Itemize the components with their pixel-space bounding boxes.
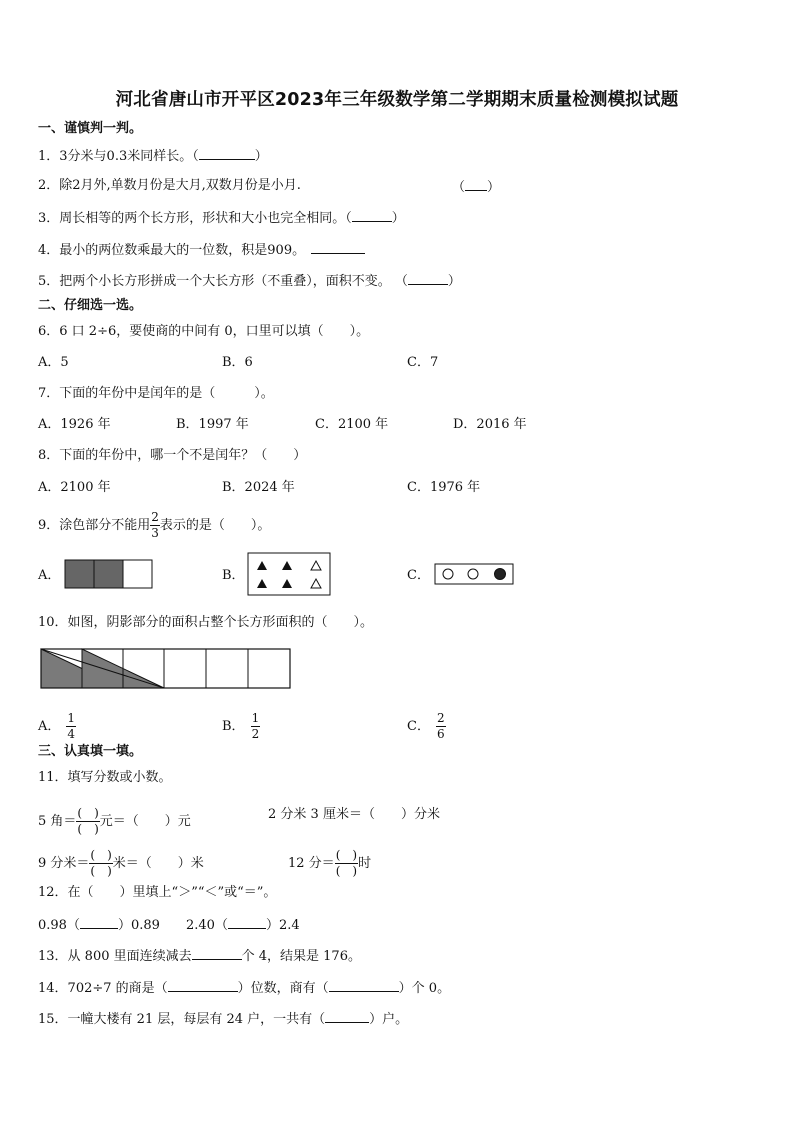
q8-option-c[interactable]: C．1976 年 — [407, 480, 481, 495]
item-text: 12 分＝ — [288, 856, 335, 871]
shaded-cell — [94, 560, 123, 588]
option-label: B． — [222, 719, 245, 734]
question-2 — [38, 177, 301, 195]
figure-frame — [248, 553, 330, 595]
item-text: 5 角＝ — [38, 814, 77, 829]
option-label: C． — [407, 719, 430, 734]
fraction-blank[interactable]: $\frac{( )}{( )}$ — [77, 806, 99, 836]
question-14-text: ）位数，商有（ — [237, 981, 329, 996]
question-9-text-before: 9．涂色部分不能用 — [38, 518, 151, 533]
q8-option-b[interactable]: B．2024 年 — [222, 480, 295, 495]
q11-item-a — [38, 806, 191, 837]
section-heading-3: 三、认真填一填。 — [38, 744, 143, 759]
question-3-close: ） — [391, 211, 405, 226]
question-15-text: ）户。 — [369, 1012, 409, 1027]
question-9-text-after: 表示的是（ ）。 — [159, 518, 271, 533]
q7-option-c[interactable]: C．2100 年 — [315, 417, 389, 432]
q9-figure-b — [247, 552, 331, 596]
item-text: 元＝（ ）元 — [99, 814, 191, 829]
item-text: 2.40（ — [186, 918, 228, 933]
question-2-text: 2．除2月外,单数月份是大月,双数月份是小月. — [38, 178, 301, 193]
fraction-blank[interactable]: $\frac{( )}{( )}$ — [335, 848, 358, 878]
q6-option-c[interactable]: C．7 — [407, 355, 439, 370]
item-text: 9 分米＝ — [38, 856, 90, 871]
q9-option-b[interactable]: B． — [222, 568, 245, 583]
answer-blank[interactable] — [80, 915, 118, 929]
q12-item-b — [186, 915, 300, 935]
question-2-open: （ — [452, 180, 466, 195]
option-fraction: $\frac{2}{6}$ — [436, 711, 445, 741]
item-text: ）0.89 — [117, 918, 160, 933]
q9-figure-a — [64, 559, 154, 589]
question-15-text: 15．一幢大楼有 21 层，每层有 24 户，一共有（ — [38, 1012, 326, 1027]
question-5 — [38, 271, 461, 291]
q10-figure — [40, 648, 292, 690]
answer-blank[interactable] — [329, 978, 399, 992]
item-text: ）2.4 — [265, 918, 300, 933]
answer-blank[interactable] — [311, 240, 365, 254]
answer-blank[interactable] — [228, 915, 266, 929]
question-3 — [38, 208, 405, 228]
q11-item-d — [288, 848, 371, 879]
question-11: 11．填写分数或小数。 — [38, 770, 172, 785]
q7-option-a[interactable]: A．1926 年 — [38, 417, 111, 432]
q6-option-b[interactable]: B．6 — [222, 355, 253, 370]
section-heading-2: 二、仔细选一选。 — [38, 298, 143, 313]
q11-item-c — [38, 848, 204, 879]
item-text: 0.98（ — [38, 918, 80, 933]
q11-item-b: 2 分米 3 厘米＝（ ）分米 — [268, 807, 440, 822]
fraction-two-thirds: $\frac{2}{3}$ — [151, 510, 159, 540]
question-14-text: ）个 0。 — [398, 981, 451, 996]
question-1-close: ） — [254, 149, 268, 164]
option-label: A． — [38, 719, 61, 734]
section-heading-1: 一、谨慎判一判。 — [38, 121, 143, 136]
question-15 — [38, 1009, 408, 1029]
question-13 — [38, 946, 361, 966]
fraction-blank[interactable]: $\frac{( )}{( )}$ — [90, 848, 112, 878]
question-14 — [38, 978, 450, 998]
question-1-text: 1．3分米与0.3米同样长。（ — [38, 149, 199, 164]
item-text: 时 — [358, 856, 372, 871]
empty-circle-icon — [468, 569, 478, 579]
option-fraction: $\frac{1}{4}$ — [67, 711, 76, 741]
q9-figure-c — [434, 563, 514, 585]
question-9 — [38, 510, 270, 541]
item-text: 米＝（ ）米 — [112, 856, 204, 871]
question-3-text: 3．周长相等的两个长方形，形状和大小也完全相同。（ — [38, 211, 352, 226]
question-2-answer — [452, 177, 500, 197]
answer-blank[interactable] — [199, 146, 255, 160]
answer-blank[interactable] — [465, 177, 487, 191]
q10-option-c[interactable] — [407, 711, 446, 742]
answer-blank[interactable] — [352, 208, 392, 222]
q9-option-a[interactable]: A． — [38, 568, 61, 583]
question-10: 10．如图，阴影部分的面积占整个长方形面积的（ ）。 — [38, 615, 374, 630]
shaded-cell — [65, 560, 94, 588]
answer-blank[interactable] — [408, 271, 448, 285]
filled-circle-icon — [495, 569, 506, 580]
q7-option-b[interactable]: B．1997 年 — [176, 417, 249, 432]
q7-option-d[interactable]: D．2016 年 — [453, 417, 527, 432]
question-5-text: 5．把两个小长方形拼成一个大长方形（不重叠），面积不变。 （ — [38, 274, 408, 289]
question-1 — [38, 146, 268, 166]
option-fraction: $\frac{1}{2}$ — [251, 711, 260, 741]
answer-blank[interactable] — [325, 1009, 369, 1023]
empty-circle-icon — [443, 569, 453, 579]
question-4-text: 4．最小的两位数乘最大的一位数，积是909。 — [38, 243, 306, 258]
question-5-close: ） — [447, 274, 461, 289]
q12-item-a — [38, 915, 160, 935]
question-7: 7．下面的年份中是闰年的是（ ）。 — [38, 386, 274, 401]
question-6: 6．6 口 2÷6，要使商的中间有 0，口里可以填（ ）。 — [38, 324, 370, 339]
q6-option-a[interactable]: A．5 — [38, 355, 69, 370]
empty-cell — [123, 560, 152, 588]
answer-blank[interactable] — [168, 978, 238, 992]
question-12: 12．在（ ）里填上“＞”“＜”或“＝”。 — [38, 885, 277, 900]
q10-option-a[interactable] — [38, 711, 76, 742]
q10-option-b[interactable] — [222, 711, 260, 742]
question-13-text: 13．从 800 里面连续减去 — [38, 949, 192, 964]
question-14-text: 14．702÷7 的商是（ — [38, 981, 168, 996]
q9-option-c[interactable]: C． — [407, 568, 430, 583]
question-2-close: ） — [487, 180, 501, 195]
answer-blank[interactable] — [192, 946, 242, 960]
page-title: 河北省唐山市开平区2023年三年级数学第二学期期末质量检测模拟试题 — [115, 90, 679, 110]
question-8: 8．下面的年份中，哪一个不是闰年？（ ） — [38, 448, 307, 463]
question-4 — [38, 240, 365, 260]
q8-option-a[interactable]: A．2100 年 — [38, 480, 111, 495]
question-13-text: 个 4，结果是 176。 — [241, 949, 361, 964]
